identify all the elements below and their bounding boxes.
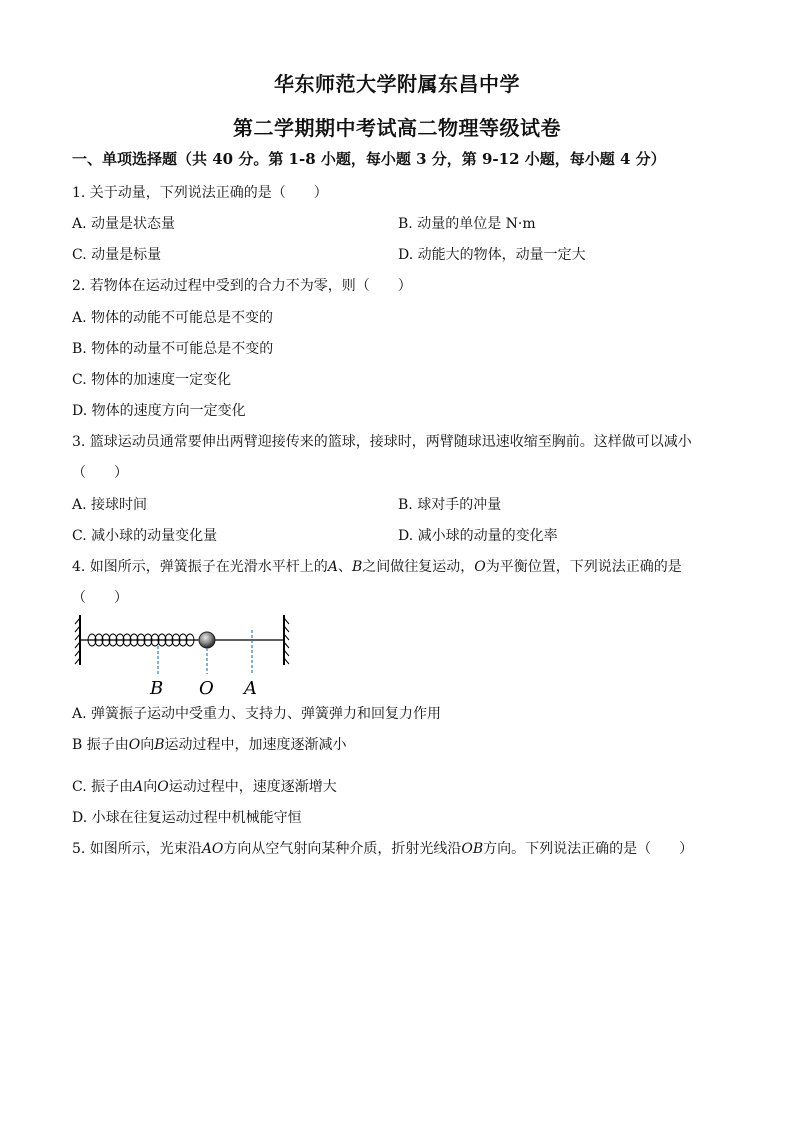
q4-option-c	[72, 776, 337, 796]
q4-option-c-post: 运动过程中，速度逐渐增大	[168, 779, 337, 795]
q3-option-d: D. 减小球的动量的变化率	[398, 528, 558, 544]
q2-option-c: C. 物体的加速度一定变化	[72, 372, 232, 388]
q4-stem-pre: 4. 如图所示，弹簧振子在光滑水平杆上的	[72, 559, 328, 575]
oscillator-ball	[199, 632, 215, 648]
q4-option-b-b: B	[154, 737, 165, 753]
q4-option-b-post: 运动过程中，加速度逐渐减小	[164, 737, 347, 753]
q4-option-b-pre: B 振子由	[72, 737, 129, 753]
q2-option-b: B. 物体的动量不可能总是不变的	[72, 341, 274, 357]
q4-option-c-a: A	[133, 779, 144, 795]
q5-stem-post: 方向。下列说法正确的是（ ）	[483, 841, 694, 857]
q4-option-d: D. 小球在往复运动过程中机械能守恒	[72, 810, 302, 826]
q3-option-c: C. 减小球的动量变化量	[72, 528, 218, 544]
q5-stem-mid: 方向从空气射向某种介质，折射光线沿	[223, 841, 462, 857]
q4-stem-bracket: （ ）	[72, 590, 128, 606]
section-heading: 一、单项选择题（共 40 分。第 1-8 小题，每小题 3 分，第 9-12 小题，每小题 4 分）	[72, 150, 666, 168]
q4-stem-post: 为平衡位置，下列说法正确的是	[485, 559, 682, 575]
exam-title: 第二学期期中考试高二物理等级试卷	[233, 116, 561, 140]
point-a-label: A	[327, 559, 338, 575]
q1-option-d: D. 动能大的物体，动量一定大	[398, 247, 586, 263]
fig-label-o: O	[199, 678, 214, 699]
q4-option-c-mid: 向	[143, 779, 158, 795]
point-o-label: O	[474, 559, 486, 575]
spring-oscillator-figure	[72, 610, 292, 700]
q5-ao: AO	[201, 841, 224, 857]
q5-stem-pre: 5. 如图所示，光束沿	[72, 841, 202, 857]
q1-option-b: B. 动量的单位是 N·m	[398, 216, 536, 232]
q3-option-a: A. 接球时间	[72, 497, 148, 513]
fig-label-a: A	[244, 678, 257, 699]
q4-option-b-o: O	[128, 737, 141, 753]
q3-stem-bracket: （ ）	[72, 465, 128, 481]
q2-option-d: D. 物体的速度方向一定变化	[72, 403, 246, 419]
q4-stem	[72, 556, 682, 576]
q4-option-b	[72, 734, 347, 754]
q4-stem-mid: 之间做往复运动，	[362, 559, 475, 575]
q2-stem: 2. 若物体在运动过程中受到的合力不为零，则（ ）	[72, 278, 412, 294]
point-b-label: B	[351, 559, 363, 575]
q4-option-c-o: O	[157, 779, 169, 795]
q2-option-a: A. 物体的动能不可能总是不变的	[72, 310, 274, 326]
q4-option-c-pre: C. 振子由	[72, 779, 134, 795]
q3-stem: 3. 篮球运动员通常要伸出两臂迎接传来的篮球，接球时，两臂随球迅速收缩至胸前。这样做可以减小	[72, 434, 692, 450]
q4-option-b-mid: 向	[140, 737, 155, 753]
q5-ob: OB	[461, 841, 484, 857]
q3-option-b: B. 球对手的冲量	[398, 497, 502, 513]
q1-stem: 1. 关于动量，下列说法正确的是（ ）	[72, 185, 328, 201]
q4-option-a: A. 弹簧振子运动中受重力、支持力、弹簧弹力和回复力作用	[72, 706, 442, 722]
school-title: 华东师范大学附属东昌中学	[274, 72, 520, 96]
q5-stem	[72, 838, 693, 858]
fig-label-b: B	[150, 678, 164, 699]
q1-option-a: A. 动量是状态量	[72, 216, 176, 232]
q1-option-c: C. 动量是标量	[72, 247, 162, 263]
q4-stem-sep: 、	[337, 559, 352, 575]
